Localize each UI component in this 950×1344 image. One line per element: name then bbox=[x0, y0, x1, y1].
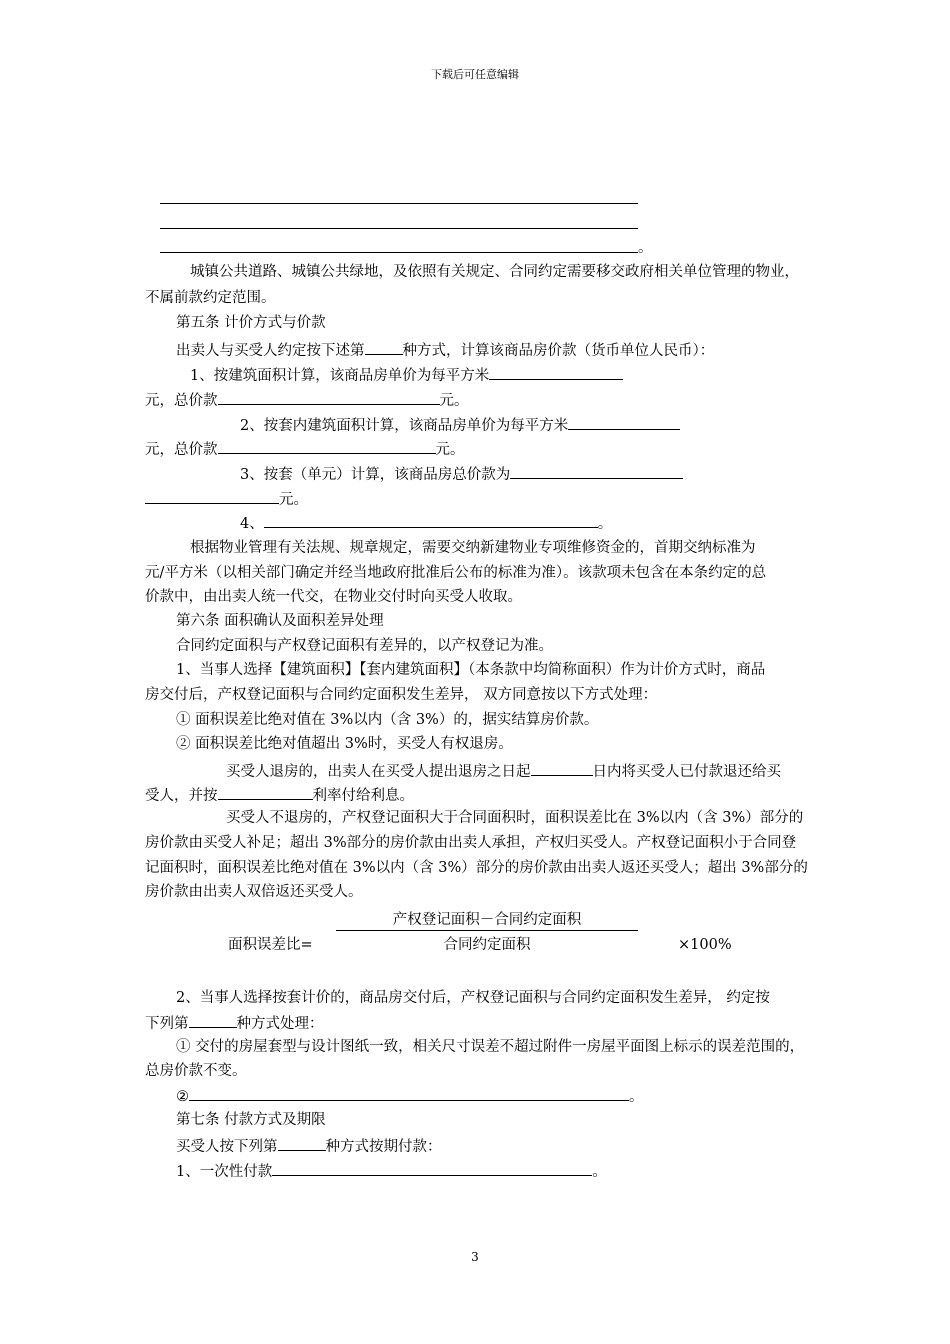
text: 利率付给利息。 bbox=[312, 788, 414, 804]
blank-field bbox=[531, 760, 593, 776]
page-number: 3 bbox=[471, 1250, 479, 1264]
formula-denominator: 合同约定面积 bbox=[443, 937, 531, 953]
text: 日内将买受人已付款退还给买 bbox=[592, 764, 781, 780]
text: 元。 bbox=[439, 393, 469, 409]
page-header: 下载后可任意编辑 bbox=[431, 68, 519, 81]
text: 种方式处理： bbox=[236, 1016, 324, 1032]
text: 种方式按期付款： bbox=[325, 1139, 442, 1155]
text: 买受人按下列第 bbox=[176, 1139, 278, 1155]
text: 1、一次性付款 bbox=[176, 1164, 273, 1180]
blank-line bbox=[160, 252, 638, 253]
method-4 bbox=[240, 512, 612, 534]
clause-2-option-2 bbox=[176, 1085, 644, 1107]
blank-field bbox=[145, 488, 279, 504]
formula-label: 面积误差比= bbox=[228, 937, 313, 953]
blank-field bbox=[264, 512, 598, 528]
text: 。 bbox=[597, 516, 613, 532]
method-3 bbox=[240, 463, 683, 485]
paragraph-line: 城镇公共道路、城镇公共绿地，及依照有关规定、合同约定需要移交政府相关单位管理的物业， bbox=[190, 264, 799, 280]
clause-2-cont bbox=[145, 1012, 324, 1034]
blank-field bbox=[218, 784, 313, 800]
payment-1 bbox=[176, 1160, 607, 1182]
method-2 bbox=[240, 414, 680, 436]
article-7-title: 第七条 付款方式及期限 bbox=[176, 1112, 326, 1128]
text: 买受人退房的，出卖人在买受人提出退房之日起 bbox=[226, 764, 531, 780]
text: 下列第 bbox=[145, 1016, 189, 1032]
paragraph-line: 价款中，由出卖人统一代交，在物业交付时向买受人收取。 bbox=[145, 589, 522, 605]
article-7-intro bbox=[176, 1135, 442, 1157]
paragraph-line: 不属前款约定范围。 bbox=[145, 290, 276, 306]
blank-field bbox=[365, 339, 403, 355]
paragraph-line: ① 交付的房屋套型与设计图纸一致，相关尺寸误差不超过附件一房屋平面图上标示的误差范围的， bbox=[176, 1039, 805, 1055]
blank-field bbox=[272, 1160, 592, 1176]
paragraph-line: 买受人不退房的，产权登记面积大于合同面积时，面积误差比在 3%以内（含 3%）部分的 bbox=[226, 810, 804, 826]
text: 3、按套（单元）计算，该商品房总价款为 bbox=[240, 467, 511, 483]
paragraph-line: 2、当事人选择按套计价的，商品房交付后，产权登记面积与合同约定面积发生差异， 约定按 bbox=[176, 990, 770, 1006]
paragraph-line: 元/平方米（以相关部门确定并经当地政府批准后公布的标准为准）。该款项未包含在本条约定的总 bbox=[145, 565, 767, 581]
text: 元，总价款 bbox=[145, 442, 218, 458]
blank-field bbox=[489, 364, 623, 380]
article-5-intro bbox=[176, 339, 714, 361]
paragraph-line: 1、当事人选择【建筑面积】【套内建筑面积】（本条款中均简称面积）作为计价方式时，商品 bbox=[176, 662, 766, 678]
blank-field bbox=[189, 1012, 237, 1028]
blank-field bbox=[278, 1135, 326, 1151]
method-2-total bbox=[145, 438, 465, 460]
text: ② bbox=[176, 1089, 189, 1105]
formula-numerator: 产权登记面积－合同约定面积 bbox=[392, 912, 582, 928]
method-1 bbox=[190, 364, 623, 386]
period: 。 bbox=[638, 240, 653, 256]
blank-field bbox=[568, 414, 680, 430]
blank-line bbox=[160, 228, 638, 229]
blank-field bbox=[218, 438, 436, 454]
option-1: ① 面积误差比绝对值在 3%以内（含 3%）的，据实结算房价款。 bbox=[176, 712, 599, 728]
text: 受人，并按 bbox=[145, 788, 218, 804]
blank-line bbox=[160, 203, 638, 204]
text: 2、按套内建筑面积计算，该商品房单价为每平方米 bbox=[240, 418, 569, 434]
paragraph-line: 房价款由买受人补足；超出 3%部分的房价款由出卖人承担，产权归买受人。产权登记面积小于合同登 bbox=[145, 835, 797, 851]
blank-field bbox=[510, 463, 683, 479]
return-clause bbox=[226, 760, 781, 782]
method-3-cont bbox=[145, 488, 308, 510]
paragraph-line: 记面积时，面积误差比绝对值在 3%以内（含 3%）部分的房价款由出卖人返还买受人；超出 3%部分的 bbox=[145, 860, 808, 876]
blank-field bbox=[189, 1085, 629, 1101]
text: 1、按建筑面积计算，该商品房单价为每平方米 bbox=[190, 368, 490, 384]
text: 种方式，计算该商品房价款（货币单位人民币）： bbox=[402, 343, 715, 359]
text: 元，总价款 bbox=[145, 393, 218, 409]
text: 元。 bbox=[435, 442, 465, 458]
text: 出卖人与买受人约定按下述第 bbox=[176, 343, 365, 359]
text: 4、 bbox=[240, 516, 264, 532]
paragraph-line: 根据物业管理有关法规、规章规定，需要交纳新建物业专项维修资金的，首期交纳标准为 bbox=[190, 540, 756, 556]
text: 元。 bbox=[279, 492, 308, 508]
option-2: ② 面积误差比绝对值超出 3%时，买受人有权退房。 bbox=[176, 736, 513, 752]
paragraph-line: 房交付后，产权登记面积与合同约定面积发生差异， 双方同意按以下方式处理： bbox=[145, 687, 658, 703]
formula-multiplier: ×100% bbox=[678, 937, 732, 953]
article-6-title: 第六条 面积确认及面积差异处理 bbox=[176, 613, 384, 629]
paragraph-line: 合同约定面积与产权登记面积有差异的，以产权登记为准。 bbox=[176, 638, 553, 654]
fraction-bar bbox=[336, 930, 638, 931]
blank-field bbox=[218, 389, 440, 405]
article-5-title: 第五条 计价方式与价款 bbox=[176, 315, 326, 331]
paragraph-line: 房价款由出卖人双倍返还买受人。 bbox=[145, 884, 363, 900]
return-clause-cont bbox=[145, 784, 414, 806]
method-1-total bbox=[145, 389, 469, 411]
text: 。 bbox=[629, 1089, 644, 1105]
text: 。 bbox=[592, 1164, 607, 1180]
paragraph-line: 总房价款不变。 bbox=[145, 1063, 247, 1079]
